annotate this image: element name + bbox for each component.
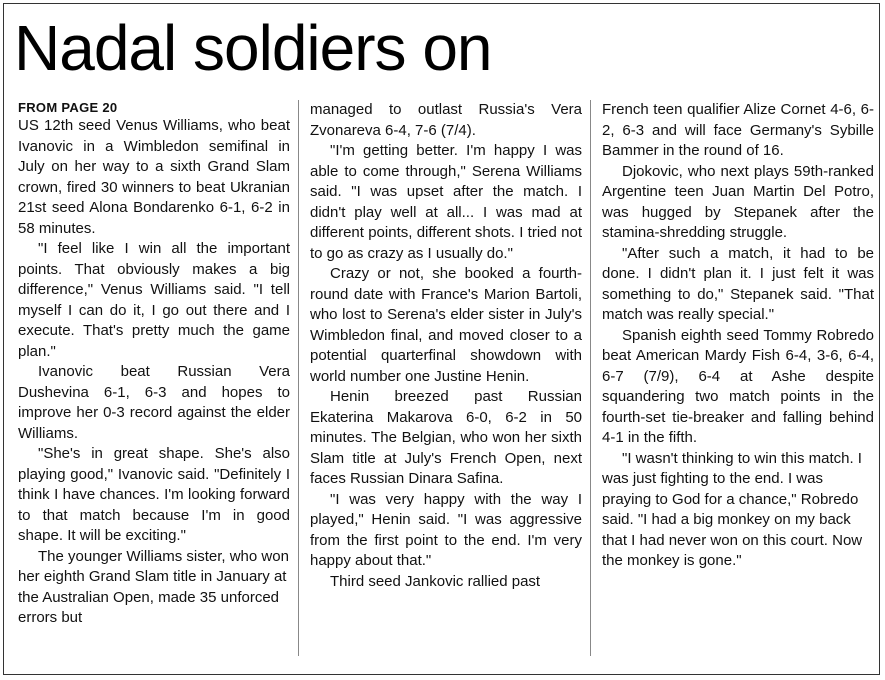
paragraph: Spanish eighth seed Tommy Robredo beat American Mardy Fish 6-4, 3-6, 6-4, 6-7 (7/9), 6-4 at Ashe despite squandering two match points in the fourth-set tie-breaker and falling behind 4-1 in the fifth. — [602, 326, 874, 446]
column-3 — [602, 100, 874, 572]
column-rule-1 — [298, 100, 299, 656]
paragraph: managed to outlast Russia's Vera Zvonareva 6-4, 7-6 (7/4). — [310, 101, 582, 139]
paragraph: "I was very happy with the way I played," Henin said. "I was aggressive from the first point to the end. I'm very happy about that." — [310, 490, 582, 569]
paragraph: "I wasn't thinking to win this match. I was just fighting to the end. I was praying to God for a chance," Robredo said. "I had a big monkey on my back that I had never won on this court. Now the monkey is gone." — [602, 449, 863, 569]
paragraph: Ivanovic beat Russian Vera Dushevina 6-1, 6-3 and hopes to improve her 0-3 record against the elder Williams. — [18, 363, 290, 442]
column-1 — [18, 100, 290, 629]
paragraph: French teen qualifier Alize Cornet 4-6, 6-2, 6-3 and will face Germany's Sybille Bammer in the round of 16. — [602, 101, 874, 159]
paragraph: "After such a match, it had to be done. I didn't plan it. I just felt it was something to do," Stepanek said. "That match was really special." — [602, 244, 874, 323]
paragraph: Djokovic, who next plays 59th-ranked Argentine teen Juan Martin Del Potro, was hugged by Stepanek after the stamina-shredding struggle. — [602, 162, 874, 241]
column-2 — [310, 100, 582, 592]
paragraph: Henin breezed past Russian Ekaterina Makarova 6-0, 6-2 in 50 minutes. The Belgian, who won her sixth Slam title at July's French Open, next faces Russian Dinara Safina. — [310, 388, 582, 487]
paragraph: The younger Williams sister, who won her eighth Grand Slam title in January at the Australian Open, made 35 unforced errors but — [18, 547, 289, 626]
column-rule-2 — [590, 100, 591, 656]
paragraph: US 12th seed Venus Williams, who beat Ivanovic in a Wimbledon semifinal in July on her way to a sixth Grand Slam crown, fired 30 winners to beat Ukranian 21st seed Alona Bondarenko 6-1, 6-2 in 58 minutes. — [18, 117, 290, 237]
paragraph: "She's in great shape. She's also playing good," Ivanovic said. "Definitely I think I have chances. I'm looking forward to that match because I'm in good shape. It will be exciting." — [18, 445, 290, 544]
kicker: FROM PAGE 20 — [18, 100, 118, 115]
paragraph: Third seed Jankovic rallied past — [330, 572, 541, 590]
paragraph: "I feel like I win all the important points. That obviously makes a big difference," Venus Williams said. "I tell myself I can do it, I go out there and I execute. That's pretty much the game plan." — [18, 240, 290, 360]
headline: Nadal soldiers on — [14, 12, 492, 84]
paragraph: Crazy or not, she booked a fourth-round date with France's Marion Bartoli, who lost to Serena's elder sister in July's Wimbledon final, and moved closer to a potential quarterfinal showdown with world number one Justine Henin. — [310, 265, 582, 385]
paragraph: "I'm getting better. I'm happy I was able to come through," Serena Williams said. "I was upset after the match. I didn't play well at all... I was mad at different points, different shots. I tried not to go as crazy as I usually do." — [310, 142, 582, 262]
